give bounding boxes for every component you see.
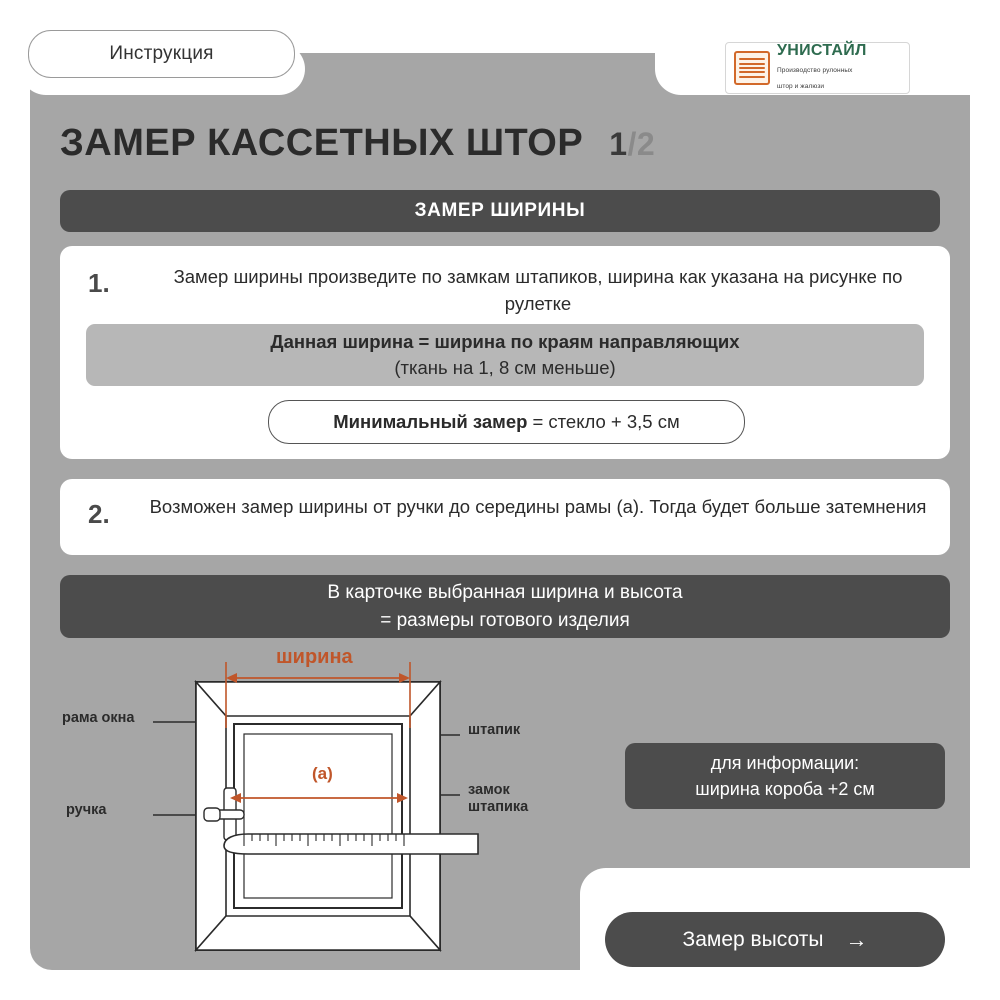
window-diagram-svg — [48, 640, 648, 980]
diagram-label-bead: штапик — [468, 722, 521, 738]
next-step-label: Замер высоты — [682, 927, 824, 951]
section-bar-label: ЗАМЕР ШИРИНЫ — [414, 200, 586, 221]
product-size-note — [60, 575, 950, 638]
step-1-highlight-bold: Данная ширина = ширина по краям направляющих — [270, 331, 740, 353]
diagram-label-a: (а) — [312, 764, 333, 783]
step-2-text: Возможен замер ширины от ручки до середины рамы (а). Тогда будет больше затемнения — [149, 496, 927, 517]
blinds-icon — [734, 51, 770, 85]
next-step-button[interactable] — [605, 912, 945, 967]
step-1-minimum-label: Минимальный замер — [333, 411, 528, 432]
instruction-tab[interactable] — [28, 30, 295, 78]
diagram-label-handle: ручка — [66, 802, 107, 818]
diagram-label-lock-line2: штапика — [468, 799, 529, 816]
info-pill — [625, 743, 945, 809]
step-1-minimum-note — [268, 400, 745, 444]
arrow-right-icon: → — [845, 926, 868, 952]
window-measurement-diagram — [48, 640, 648, 980]
page-title-text: ЗАМЕР КАССЕТНЫХ ШТОР — [60, 122, 584, 164]
step-2-number: 2. — [88, 499, 110, 529]
diagram-label-frame: рама окна — [62, 710, 135, 726]
info-pill-line1: для информации: — [710, 752, 860, 773]
diagram-label-width: ширина — [276, 646, 353, 668]
diagram-label-lock-line1: замок — [468, 782, 510, 798]
step-1-text: Замер ширины произведите по замкам штапиков, ширина как указана на рисунке по рулетке — [173, 266, 903, 314]
step-card-1 — [60, 246, 950, 459]
step-1-number: 1. — [88, 268, 110, 298]
instruction-tab-label: Инструкция — [109, 43, 214, 64]
page-title — [60, 122, 655, 165]
logo-text — [777, 43, 901, 93]
product-size-note-line2: = размеры готового изделия — [380, 609, 630, 631]
diagram-label-lock — [468, 782, 528, 817]
logo-title: УНИСТАЙЛ — [777, 41, 867, 59]
info-pill-line2: ширина короба +2 см — [695, 779, 875, 799]
page-indicator — [609, 126, 655, 163]
logo-subtitle-line2: штор и жалюзи — [777, 83, 825, 91]
page-total: 2 — [636, 126, 656, 162]
logo-subtitle-line1: Производство рулонных — [777, 66, 853, 74]
brand-logo — [725, 42, 910, 94]
step-card-2 — [60, 479, 950, 555]
step-1-highlight-normal: (ткань на 1, 8 см меньше) — [394, 357, 616, 378]
step-1-minimum-value: = стекло + 3,5 см — [532, 411, 680, 432]
product-size-note-line1: В карточке выбранная ширина и высота — [327, 581, 683, 603]
step-1-highlight — [86, 324, 924, 386]
page-current: 1 — [609, 126, 628, 162]
section-bar-width — [60, 190, 940, 232]
page-separator: / — [627, 126, 637, 162]
